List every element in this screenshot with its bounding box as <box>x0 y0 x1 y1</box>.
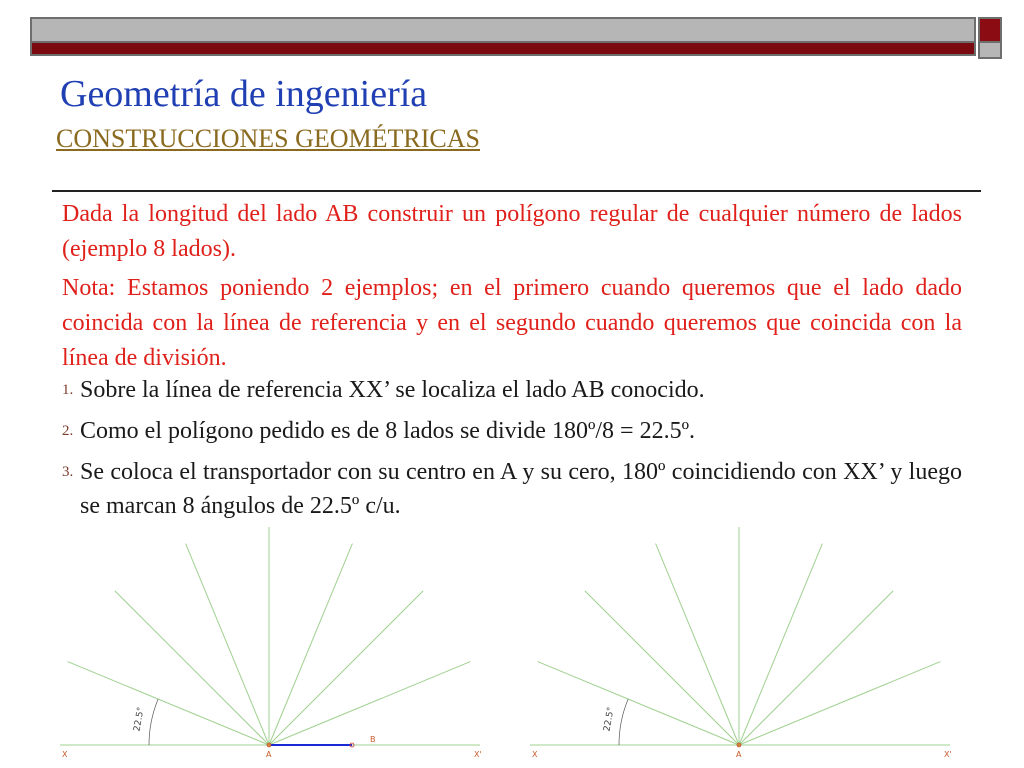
slide-subtitle: CONSTRUCCIONES GEOMÉTRICAS <box>56 124 480 153</box>
division-ray <box>269 591 423 745</box>
division-ray <box>656 544 739 745</box>
point-a <box>737 743 741 747</box>
step-number: 1. <box>62 382 74 398</box>
division-ray <box>538 662 739 745</box>
division-ray <box>186 544 269 745</box>
label-x: X <box>62 750 68 759</box>
step-number: 2. <box>62 423 74 439</box>
note-paragraph: Nota: Estamos poniendo 2 ejemplos; en el primero cuando queremos que el lado dado coincida con la línea de referencia y en el segundo cuando queremos que coincida con la línea de división. <box>62 275 962 371</box>
division-ray <box>739 544 822 745</box>
label-a: A <box>736 750 742 759</box>
angle-label: 22.5° <box>602 706 617 733</box>
division-ray <box>739 662 940 745</box>
angle-arc <box>619 699 628 745</box>
slide-title: Geometría de ingeniería <box>60 73 428 115</box>
point-a <box>267 743 271 747</box>
label-a: A <box>266 750 272 759</box>
label-x-prime: X' <box>474 750 482 759</box>
division-ray <box>269 544 352 745</box>
label-x-prime: X' <box>944 750 952 759</box>
step-text: Se coloca el transportador con su centro en A y su cero, 180º coincidiendo con XX’ y luego se marcan 8 ángulos de 22.5º c/u. <box>80 459 962 519</box>
step-number: 3. <box>62 464 74 480</box>
division-ray <box>269 662 470 745</box>
division-ray <box>739 591 893 745</box>
label-b: B <box>370 735 376 744</box>
angle-label: 22.5° <box>132 706 147 733</box>
angle-arc <box>149 699 158 745</box>
division-ray <box>68 662 269 745</box>
problem-statement: Dada la longitud del lado AB construir un polígono regular de cualquier número de lados (ejemplo 8 lados). <box>62 201 962 262</box>
label-x: X <box>532 750 538 759</box>
step-text: Sobre la línea de referencia XX’ se localiza el lado AB conocido. <box>80 377 705 403</box>
step-text: Como el polígono pedido es de 8 lados se divide 180º/8 = 22.5º. <box>80 418 696 444</box>
